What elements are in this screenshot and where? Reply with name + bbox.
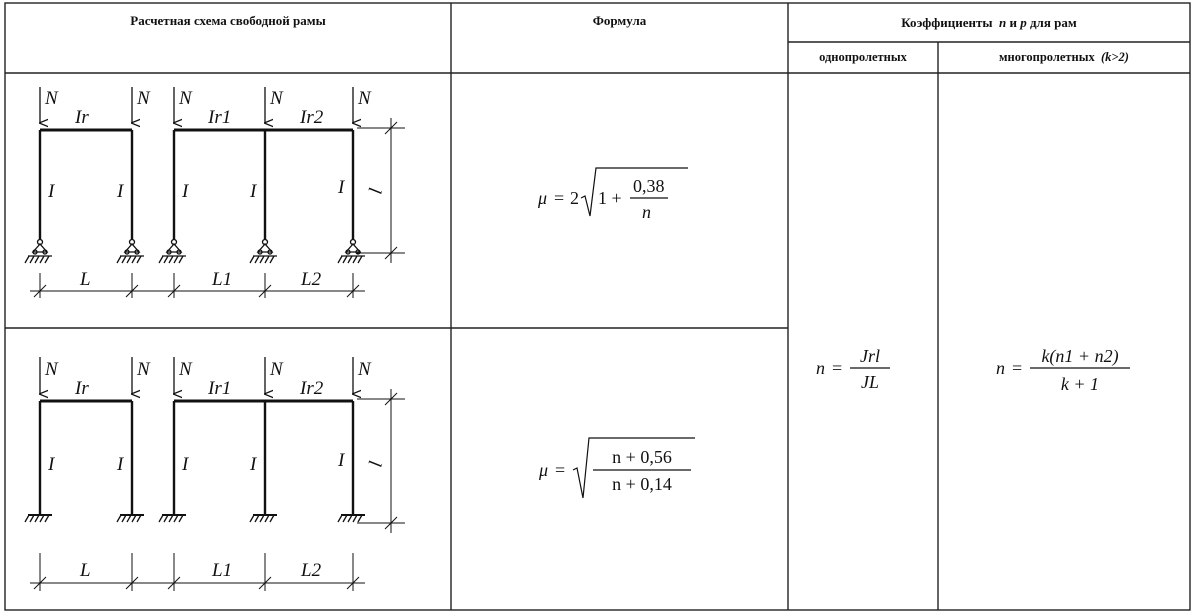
n-single-num: Jrl	[860, 346, 880, 366]
svg-text:=: =	[554, 188, 565, 208]
svg-text:=: =	[555, 460, 566, 480]
label-column-inertia: I	[182, 454, 189, 475]
subheader-single-span	[788, 42, 938, 73]
label-beam-inertia: Ir	[75, 107, 89, 128]
label-force: N	[358, 88, 371, 109]
formula-n-single	[810, 340, 920, 400]
header-coef-and: и	[1009, 14, 1017, 30]
header-formula	[451, 3, 788, 39]
frame-diagrams	[5, 73, 451, 610]
mu-row1-coef: 2	[570, 188, 579, 208]
label-column-inertia: I	[48, 181, 55, 202]
n-multi-num: k(n1 + n2)	[1041, 346, 1119, 366]
n-multi-den: k + 1	[1060, 374, 1100, 394]
header-coef-n: n	[999, 14, 1007, 30]
label-span-left: L1	[212, 560, 233, 581]
mu-row1-den: n	[642, 202, 651, 222]
mu-row2-den: n + 0,14	[612, 474, 672, 494]
header-coef-suffix: для рам	[1029, 14, 1077, 30]
header-scheme	[5, 3, 451, 39]
header-coefficients	[788, 3, 1190, 42]
label-span-right: L2	[301, 269, 322, 290]
mu-row1-num: 0,38	[633, 176, 665, 196]
label-column-inertia: I	[250, 454, 257, 475]
label-force: N	[270, 359, 283, 380]
label-force: N	[45, 359, 58, 380]
fixed-supports	[25, 515, 365, 522]
label-column-inertia: I	[48, 454, 55, 475]
header-scheme-text: Расчетная схема свободной рамы	[130, 13, 326, 28]
label-force: N	[179, 359, 192, 380]
label-column-inertia: I	[338, 450, 345, 471]
label-beam-inertia-right: Ir2	[300, 378, 324, 399]
mu-row1-lhs: μ	[538, 188, 548, 208]
label-force: N	[270, 88, 283, 109]
label-force: N	[179, 88, 192, 109]
label-beam-inertia-right: Ir2	[300, 107, 324, 128]
pinned-supports	[25, 240, 365, 264]
label-span-left: L1	[212, 269, 233, 290]
formula-mu-row2	[535, 430, 715, 510]
label-span-right: L2	[301, 560, 322, 581]
n-single-lhs: n	[816, 358, 825, 378]
label-column-inertia: I	[182, 181, 189, 202]
label-force: N	[137, 359, 150, 380]
label-column-inertia: I	[117, 454, 124, 475]
label-beam-inertia-left: Ir1	[208, 107, 232, 128]
header-coef-p: p	[1020, 14, 1027, 30]
label-column-inertia: I	[250, 181, 257, 202]
label-force: N	[45, 88, 58, 109]
label-beam-inertia-left: Ir1	[208, 378, 232, 399]
subheader-single-text: однопролетных	[819, 50, 907, 64]
subheader-multi-text: многопролетных	[999, 50, 1095, 64]
label-span: L	[80, 269, 91, 290]
n-single-den: JL	[861, 372, 879, 392]
formula-n-multi	[990, 340, 1150, 400]
formula-mu-row1	[530, 160, 710, 230]
mu-row2-lhs: μ	[539, 460, 549, 480]
header-formula-text: Формула	[592, 13, 647, 28]
label-column-inertia: I	[338, 177, 345, 198]
subheader-multi-k: (k>2)	[1101, 50, 1129, 64]
label-column-inertia: I	[117, 181, 124, 202]
label-force: N	[137, 88, 150, 109]
label-height: l	[365, 459, 387, 470]
mu-row2-num: n + 0,56	[612, 447, 672, 467]
label-span: L	[80, 560, 91, 581]
label-height: l	[365, 186, 387, 197]
label-force: N	[358, 359, 371, 380]
subheader-multi-span	[938, 42, 1190, 73]
svg-text:1 +: 1 +	[598, 188, 622, 208]
svg-text:=: =	[1012, 358, 1023, 378]
n-multi-lhs: n	[996, 358, 1005, 378]
header-coef-prefix: Коэффициенты	[901, 14, 993, 30]
label-beam-inertia: Ir	[75, 378, 89, 399]
svg-text:=: =	[832, 358, 843, 378]
